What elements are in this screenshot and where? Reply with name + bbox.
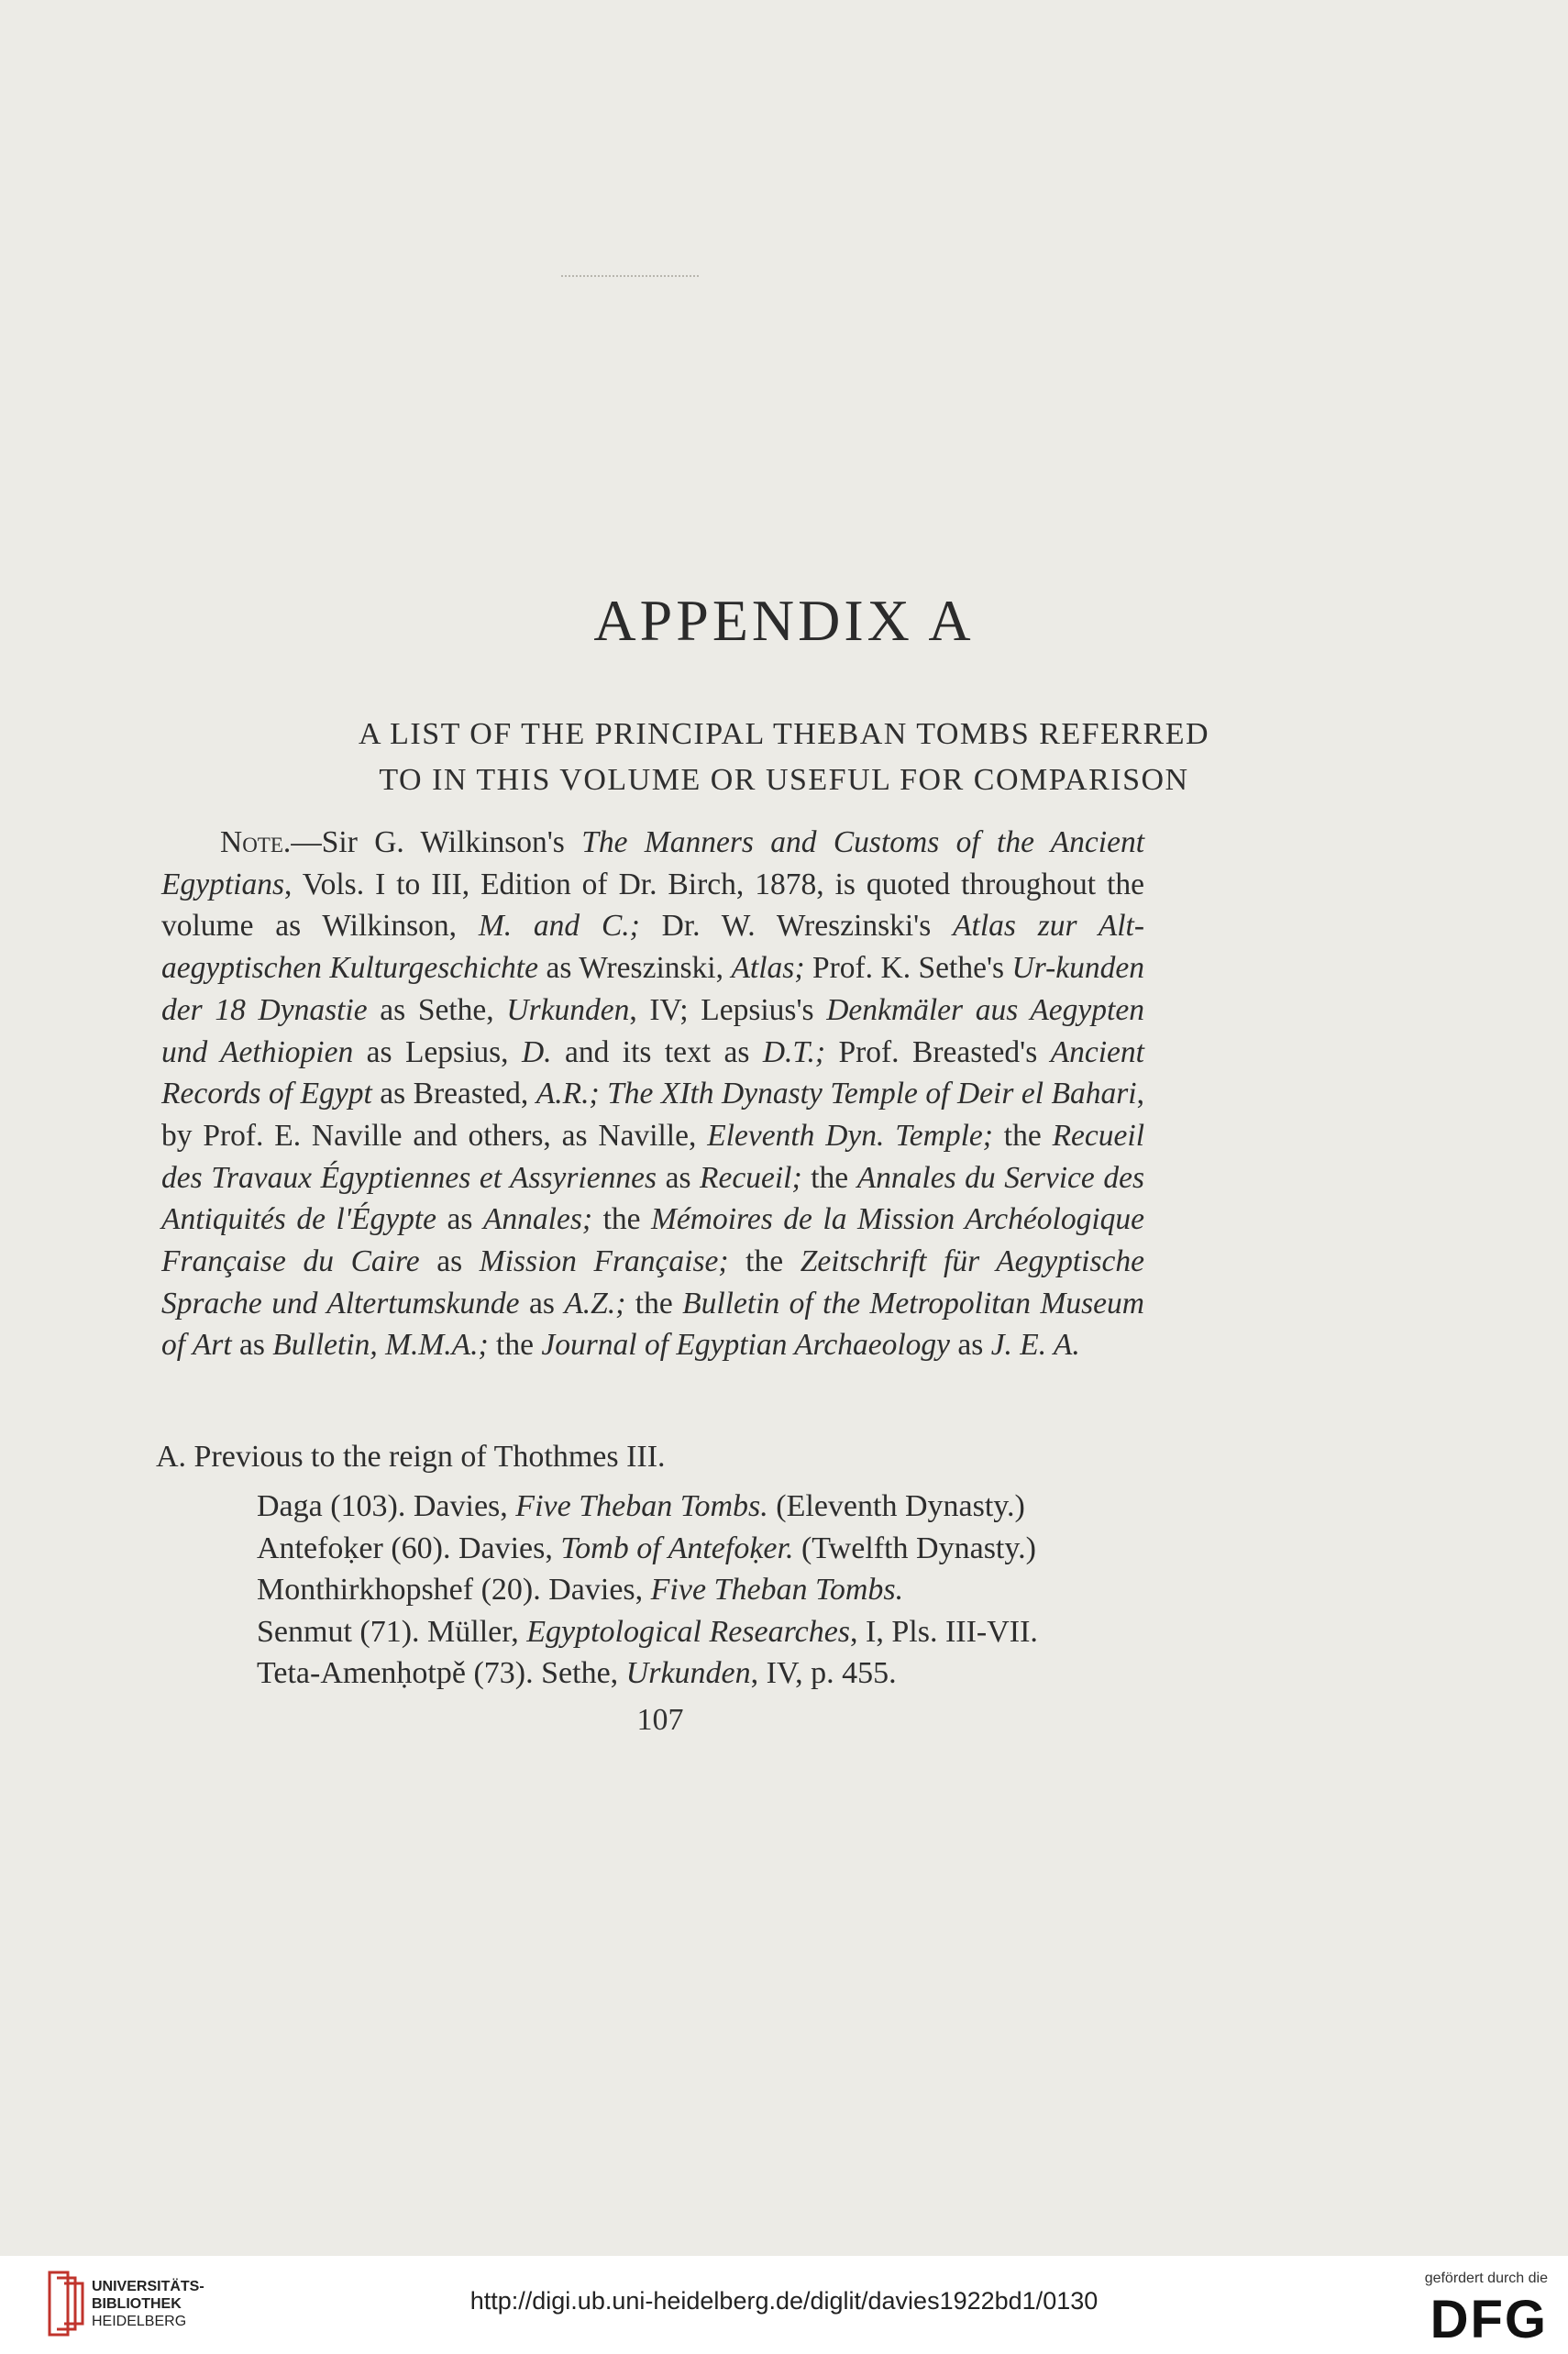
- note-text: the: [592, 1202, 652, 1237]
- note-text: , by Prof. E. Naville and others, as Naville,: [161, 1077, 1144, 1153]
- note-text: and its text as: [551, 1034, 763, 1069]
- entry-text: , IV, p. 455.: [750, 1656, 897, 1690]
- note-text: , Vols. I to III, Edition of Dr. Birch, 1878, is quoted throughout the volume as Wilkinson,: [161, 867, 1144, 944]
- entry-italic-text: Five Theban Tombs.: [650, 1573, 904, 1607]
- note-text: the: [488, 1328, 542, 1363]
- note-paragraph: [161, 822, 1144, 1366]
- entry-text: (Eleventh Dynasty.): [767, 1489, 1025, 1523]
- note-text: as: [657, 1160, 701, 1195]
- entry-text: Daga (103). Davies,: [257, 1489, 516, 1523]
- note-text: the: [992, 1118, 1053, 1153]
- library-name-line-2: BIBLIOTHEK: [92, 2296, 182, 2312]
- note-text: —Sir G. Wilkinson's: [291, 825, 582, 859]
- note-italic-text: Bulletin, M.M.A.;: [272, 1328, 489, 1363]
- entry-text: (Twelfth Dynasty.): [793, 1531, 1036, 1565]
- note-text: as Sethe,: [367, 992, 507, 1027]
- note-italic-text: D.T.;: [762, 1034, 826, 1069]
- page-title: APPENDIX A: [593, 588, 975, 653]
- note-italic-text: Recueil des Travaux Égyptiennes et Assyriennes: [161, 1118, 1144, 1195]
- note-text: the: [801, 1160, 857, 1195]
- note-italic-text: Annales du Service des Antiquités de l'Égypte: [161, 1160, 1145, 1237]
- note-text: Prof. Breasted's: [825, 1034, 1051, 1069]
- tomb-entry: [257, 1569, 1174, 1611]
- note-text: the: [625, 1286, 683, 1321]
- funder-caption: gefördert durch die: [1424, 2271, 1548, 2286]
- page-number: 107: [636, 1703, 684, 1737]
- entry-italic-text: Egyptological Researches: [526, 1614, 851, 1649]
- section-heading: A. Previous to the reign of Thothmes III.: [156, 1440, 666, 1474]
- note-italic-text: Denkmäler aus Aegypten und Aethiopien: [161, 992, 1144, 1069]
- source-url-link[interactable]: http://digi.ub.uni-heidelberg.de/diglit/davies1922bd1/0130: [469, 2287, 1099, 2315]
- note-lead: Note.: [220, 825, 292, 859]
- note-text: as: [519, 1286, 565, 1321]
- entry-text: Senmut (71). Müller,: [257, 1614, 527, 1649]
- faint-print-marks: [561, 275, 699, 281]
- note-italic-text: Mission Française;: [479, 1244, 729, 1279]
- note-italic-text: Journal of Egyptian Archaeology: [541, 1328, 951, 1363]
- note-italic-text: Urkunden: [506, 992, 630, 1027]
- note-italic-text: Zeitschrift für Aegyptische Sprache und Altertumskunde: [161, 1244, 1144, 1321]
- subtitle-line-2: TO IN THIS VOLUME OR USEFUL FOR COMPARISON: [379, 763, 1189, 797]
- note-italic-text: J. E. A.: [990, 1328, 1080, 1363]
- note-text: Dr. W. Wreszinski's: [639, 909, 954, 944]
- note-text: , IV; Lepsius's: [629, 992, 827, 1027]
- tomb-list: [257, 1486, 1174, 1695]
- tomb-entry: [257, 1528, 1174, 1570]
- note-text: the: [728, 1244, 801, 1279]
- tomb-entry: [257, 1611, 1174, 1653]
- note-italic-text: D.: [521, 1034, 552, 1069]
- note-italic-text: Atlas zur Alt-aegyptischen Kulturgeschichte: [161, 909, 1144, 986]
- note-italic-text: Eleventh Dyn. Temple;: [707, 1118, 993, 1153]
- subtitle-line-1: A LIST OF THE PRINCIPAL THEBAN TOMBS REFERRED: [358, 717, 1210, 751]
- note-italic-text: Atlas;: [731, 951, 805, 986]
- entry-text: Monthirkhopshef (20). Davies,: [257, 1573, 651, 1607]
- note-text: as: [436, 1202, 483, 1237]
- note-text: as: [231, 1328, 273, 1363]
- note-text: as: [419, 1244, 480, 1279]
- library-name-line-1: UNIVERSITÄTS-: [92, 2279, 204, 2294]
- note-italic-text: Annales;: [482, 1202, 593, 1237]
- entry-text: Antefoḳer (60). Davies,: [257, 1531, 561, 1565]
- note-text: as Lepsius,: [353, 1034, 522, 1069]
- note-italic-text: A.R.; The XIth Dynasty Temple of Deir el Bahari: [536, 1077, 1137, 1111]
- entry-text: , I, Pls. III-VII.: [850, 1614, 1038, 1649]
- note-text: as Wreszinski,: [537, 951, 732, 986]
- note-italic-text: Recueil;: [700, 1160, 802, 1195]
- entry-italic-text: Tomb of Antefoḳer.: [560, 1531, 794, 1565]
- dfg-logo: DFG: [1430, 2290, 1548, 2349]
- note-text: Prof. K. Sethe's: [804, 951, 1012, 986]
- note-italic-text: Mémoires de la Mission Archéologique Française du Caire: [161, 1202, 1144, 1279]
- entry-italic-text: Urkunden: [625, 1656, 751, 1690]
- note-italic-text: Bulletin of the Metropolitan Museum of Art: [161, 1286, 1144, 1363]
- tomb-entry: [257, 1652, 1174, 1695]
- library-name-line-3: HEIDELBERG: [92, 2314, 187, 2329]
- tomb-entry: [257, 1486, 1174, 1528]
- note-italic-text: A.Z.;: [564, 1286, 626, 1321]
- note-text: as Breasted,: [371, 1077, 536, 1111]
- note-italic-text: Ur-kunden der 18 Dynastie: [161, 951, 1144, 1027]
- note-italic-text: M. and C.;: [478, 909, 640, 944]
- note-text: as: [950, 1328, 991, 1363]
- note-italic-text: The Manners and Customs of the Ancient Egyptians: [161, 825, 1144, 901]
- note-italic-text: Ancient Records of Egypt: [161, 1034, 1144, 1111]
- entry-italic-text: Five Theban Tombs.: [515, 1489, 768, 1523]
- entry-text: Teta-Amenḥotpě (73). Sethe,: [257, 1656, 626, 1690]
